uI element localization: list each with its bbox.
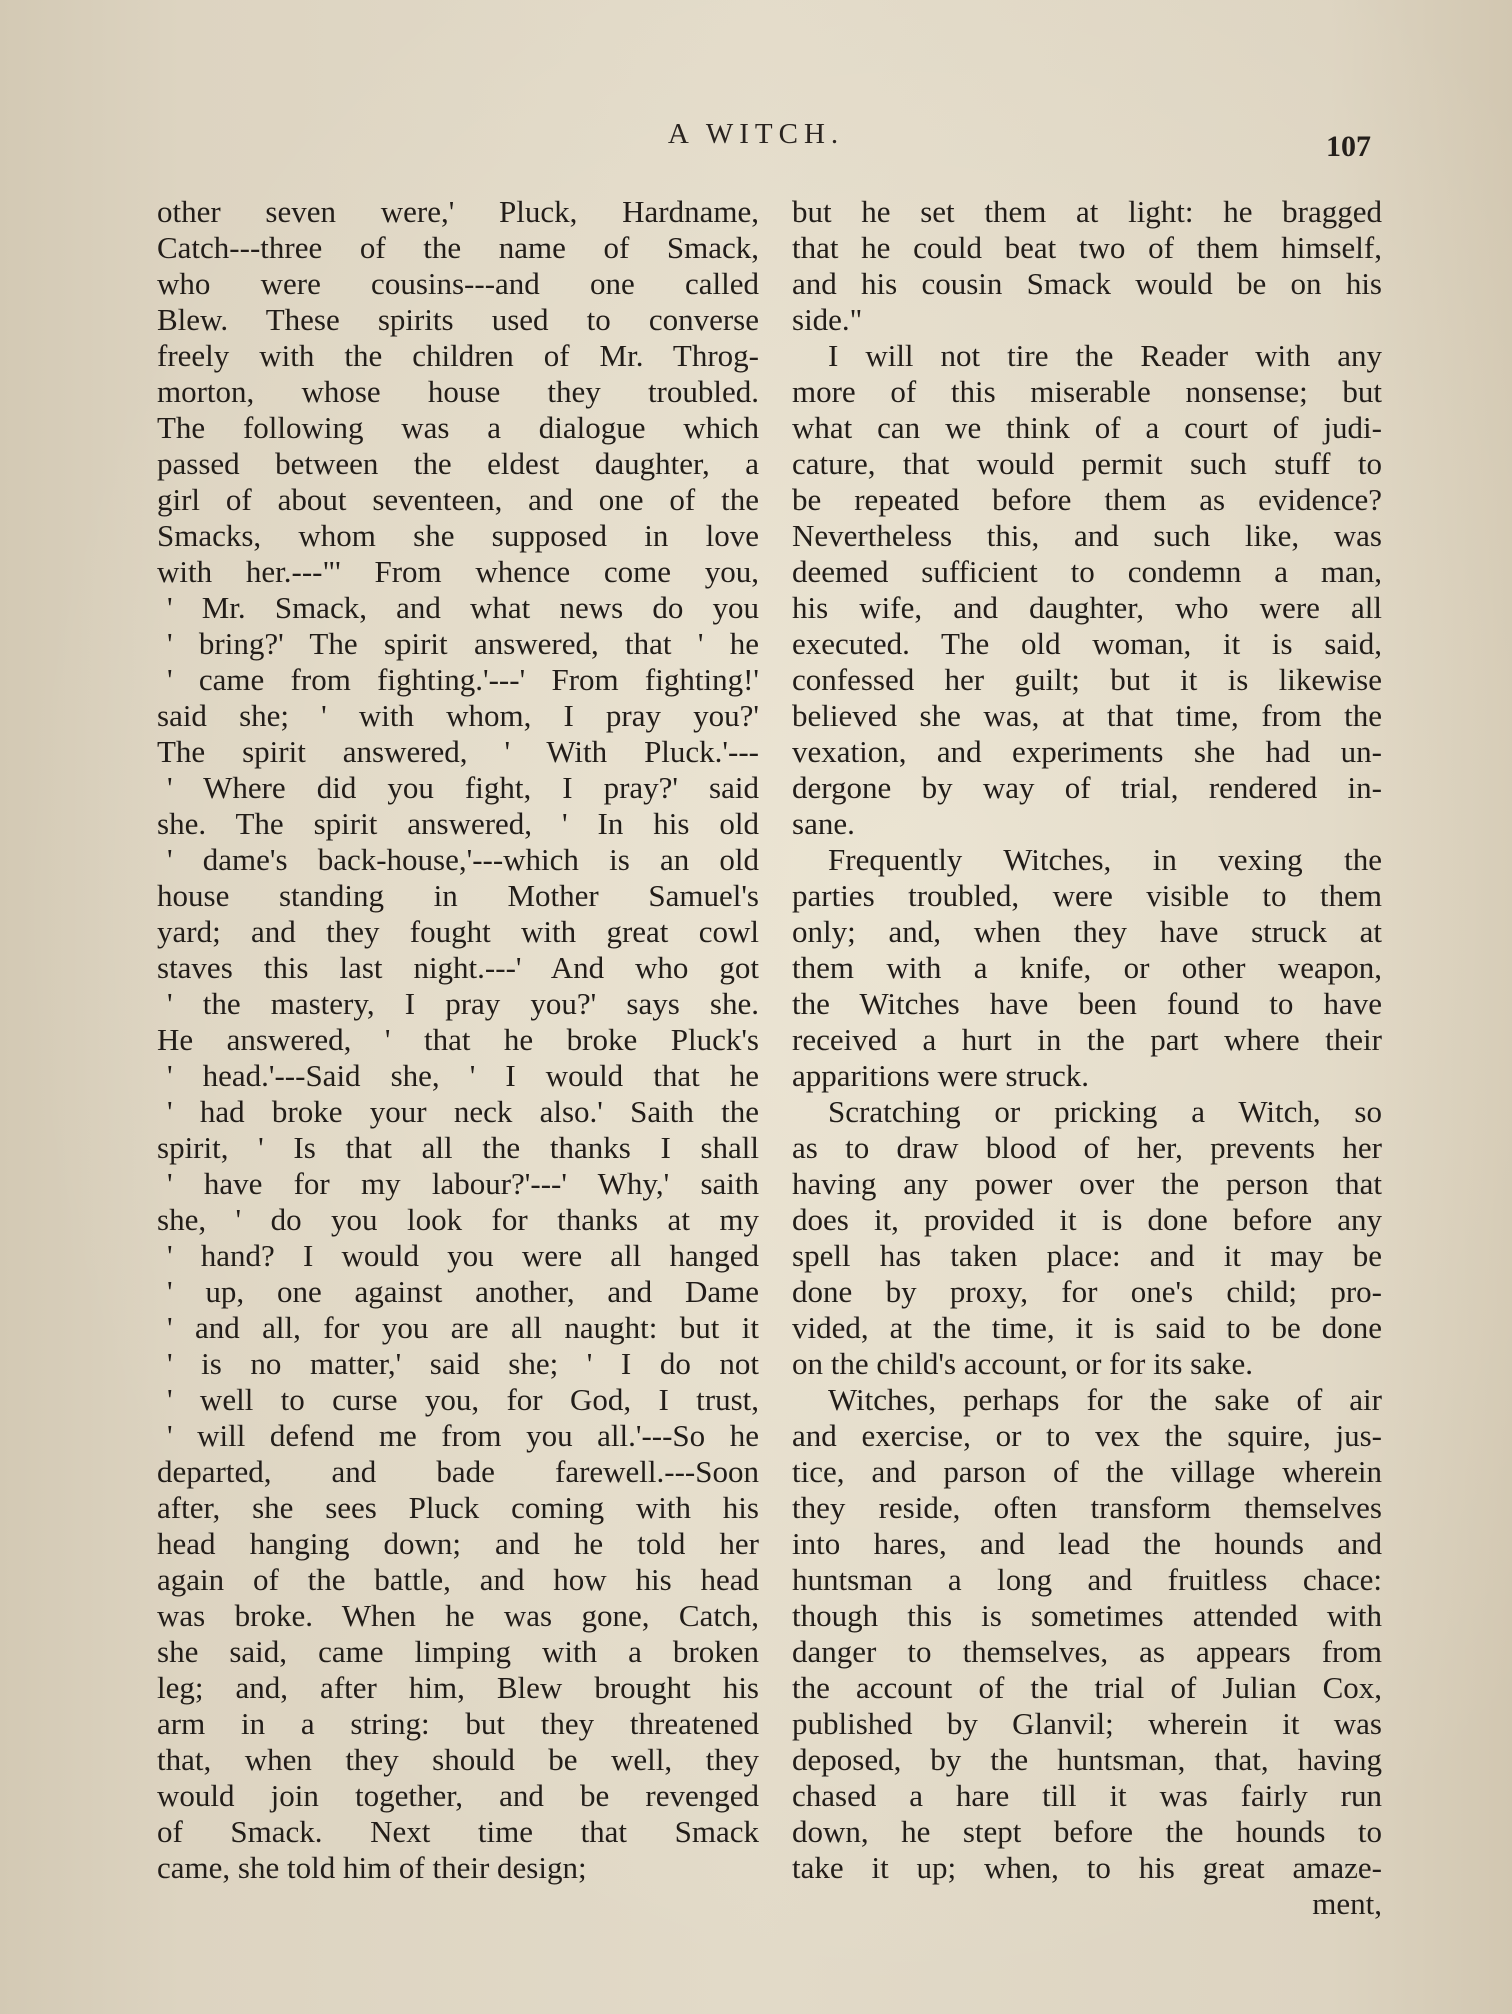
text-line: more of this miserable nonsense; but <box>792 374 1382 409</box>
text-line: executed. The old woman, it is said, <box>792 626 1382 661</box>
text-line: sane. <box>792 806 855 841</box>
text-line: his wife, and daughter, who were all <box>792 590 1382 625</box>
text-line: side." <box>792 302 863 337</box>
text-line: ' well to curse you, for God, I trust, <box>167 1382 759 1417</box>
text-line: I will not tire the Reader with any <box>828 338 1382 373</box>
text-line: the account of the trial of Julian Cox, <box>792 1670 1382 1705</box>
text-line: departed, and bade farewell.---Soon <box>157 1454 759 1489</box>
text-line: came, she told him of their design; <box>157 1850 587 1885</box>
text-line: ' hand? I would you were all hanged <box>167 1238 759 1273</box>
text-line: with her.---"' From whence come you, <box>157 554 759 589</box>
text-line: again of the battle, and how his head <box>157 1562 759 1597</box>
text-line: on the child's account, or for its sake. <box>792 1346 1253 1381</box>
text-line: she said, came limping with a broken <box>157 1634 759 1669</box>
text-line: parties troubled, were visible to them <box>792 878 1382 913</box>
text-line: does it, provided it is done before any <box>792 1202 1382 1237</box>
text-line: Smacks, whom she supposed in love <box>157 518 759 553</box>
text-line: them with a knife, or other weapon, <box>792 950 1382 985</box>
text-line: Frequently Witches, in vexing the <box>828 842 1382 877</box>
text-line: they reside, often transform themselves <box>792 1490 1382 1525</box>
text-line: morton, whose house they troubled. <box>157 374 759 409</box>
text-line: down, he stept before the hounds to <box>792 1814 1382 1849</box>
text-line: head hanging down; and he told her <box>157 1526 759 1561</box>
text-line: that, when they should be well, they <box>157 1742 759 1777</box>
text-line: of Smack. Next time that Smack <box>157 1814 759 1849</box>
text-line: after, she sees Pluck coming with his <box>157 1490 759 1525</box>
running-head: A WITCH. <box>667 118 845 150</box>
text-line: deposed, by the huntsman, that, having <box>792 1742 1382 1777</box>
text-line: ' dame's back-house,'---which is an old <box>167 842 759 877</box>
text-line: staves this last night.---' And who got <box>157 950 759 985</box>
text-line: and exercise, or to vex the squire, jus- <box>792 1418 1382 1453</box>
text-line: freely with the children of Mr. Throg- <box>157 338 759 373</box>
text-line: though this is sometimes attended with <box>792 1598 1382 1633</box>
text-line: spell has taken place: and it may be <box>792 1238 1382 1273</box>
text-line: vexation, and experiments she had un- <box>792 734 1382 769</box>
text-line: published by Glanvil; wherein it was <box>792 1706 1382 1741</box>
text-line: who were cousins---and one called <box>157 266 759 301</box>
right-column <box>792 194 1382 1922</box>
text-line: ' bring?' The spirit answered, that ' he <box>167 626 759 661</box>
text-line: and his cousin Smack would be on his <box>792 266 1382 301</box>
text-line: ' is no matter,' said she; ' I do not <box>167 1346 759 1381</box>
text-line: received a hurt in the part where their <box>792 1022 1382 1057</box>
text-line: Witches, perhaps for the sake of air <box>828 1382 1382 1417</box>
text-line: Blew. These spirits used to converse <box>157 302 759 337</box>
text-line: only; and, when they have struck at <box>792 914 1382 949</box>
text-line: yard; and they fought with great cowl <box>157 914 759 949</box>
text-line: into hares, and lead the hounds and <box>792 1526 1382 1561</box>
text-line: believed she was, at that time, from the <box>792 698 1382 733</box>
text-line: what can we think of a court of judi- <box>792 410 1382 445</box>
left-column <box>157 194 759 1886</box>
text-line: as to draw blood of her, prevents her <box>792 1130 1382 1165</box>
text-line: arm in a string: but they threatened <box>157 1706 759 1741</box>
text-line: that he could beat two of them himself, <box>792 230 1382 265</box>
text-line: done by proxy, for one's child; pro- <box>792 1274 1382 1309</box>
text-line: the Witches have been found to have <box>792 986 1382 1021</box>
text-line: ' have for my labour?'---' Why,' saith <box>167 1166 759 1201</box>
text-line: chased a hare till it was fairly run <box>792 1778 1382 1813</box>
text-line: ' head.'---Said she, ' I would that he <box>167 1058 759 1093</box>
text-line: Scratching or pricking a Witch, so <box>828 1094 1382 1129</box>
text-line: other seven were,' Pluck, Hardname, <box>157 194 759 229</box>
text-line: tice, and parson of the village wherein <box>792 1454 1382 1489</box>
page-number: 107 <box>1326 130 1371 163</box>
text-line: The following was a dialogue which <box>157 410 759 445</box>
text-line: house standing in Mother Samuel's <box>157 878 759 913</box>
text-line: He answered, ' that he broke Pluck's <box>157 1022 759 1057</box>
text-line: having any power over the person that <box>792 1166 1382 1201</box>
text-line: was broke. When he was gone, Catch, <box>157 1598 759 1633</box>
text-line: confessed her guilt; but it is likewise <box>792 662 1382 697</box>
text-line: dergone by way of trial, rendered in- <box>792 770 1382 805</box>
text-line: but he set them at light: he bragged <box>792 194 1382 229</box>
text-line: cature, that would permit such stuff to <box>792 446 1382 481</box>
text-line: Catch---three of the name of Smack, <box>157 230 759 265</box>
text-line: Nevertheless this, and such like, was <box>792 518 1382 553</box>
text-line: take it up; when, to his great amaze- <box>792 1850 1382 1885</box>
text-line: ' came from fighting.'---' From fighting!' <box>167 662 759 697</box>
text-line: danger to themselves, as appears from <box>792 1634 1382 1669</box>
text-line: leg; and, after him, Blew brought his <box>157 1670 759 1705</box>
text-line: ' up, one against another, and Dame <box>167 1274 759 1309</box>
text-line: ' Mr. Smack, and what news do you <box>167 590 759 625</box>
text-line: ' the mastery, I pray you?' says she. <box>167 986 759 1021</box>
text-line: The spirit answered, ' With Pluck.'--- <box>157 734 759 769</box>
text-line: apparitions were struck. <box>792 1058 1089 1093</box>
text-line: huntsman a long and fruitless chace: <box>792 1562 1382 1597</box>
text-line: would join together, and be revenged <box>157 1778 759 1813</box>
text-line: vided, at the time, it is said to be done <box>792 1310 1382 1345</box>
text-line: she, ' do you look for thanks at my <box>157 1202 759 1237</box>
text-line: ment, <box>1312 1886 1382 1921</box>
text-line: girl of about seventeen, and one of the <box>157 482 759 517</box>
text-line: spirit, ' Is that all the thanks I shall <box>157 1130 759 1165</box>
text-line: ' and all, for you are all naught: but it <box>167 1310 759 1345</box>
text-line: said she; ' with whom, I pray you?' <box>157 698 759 733</box>
text-line: deemed sufficient to condemn a man, <box>792 554 1382 589</box>
text-line: she. The spirit answered, ' In his old <box>157 806 759 841</box>
text-line: ' had broke your neck also.' Saith the <box>167 1094 759 1129</box>
text-line: passed between the eldest daughter, a <box>157 446 759 481</box>
text-line: be repeated before them as evidence? <box>792 482 1382 517</box>
text-line: ' will defend me from you all.'---So he <box>167 1418 759 1453</box>
text-line: ' Where did you fight, I pray?' said <box>167 770 759 805</box>
